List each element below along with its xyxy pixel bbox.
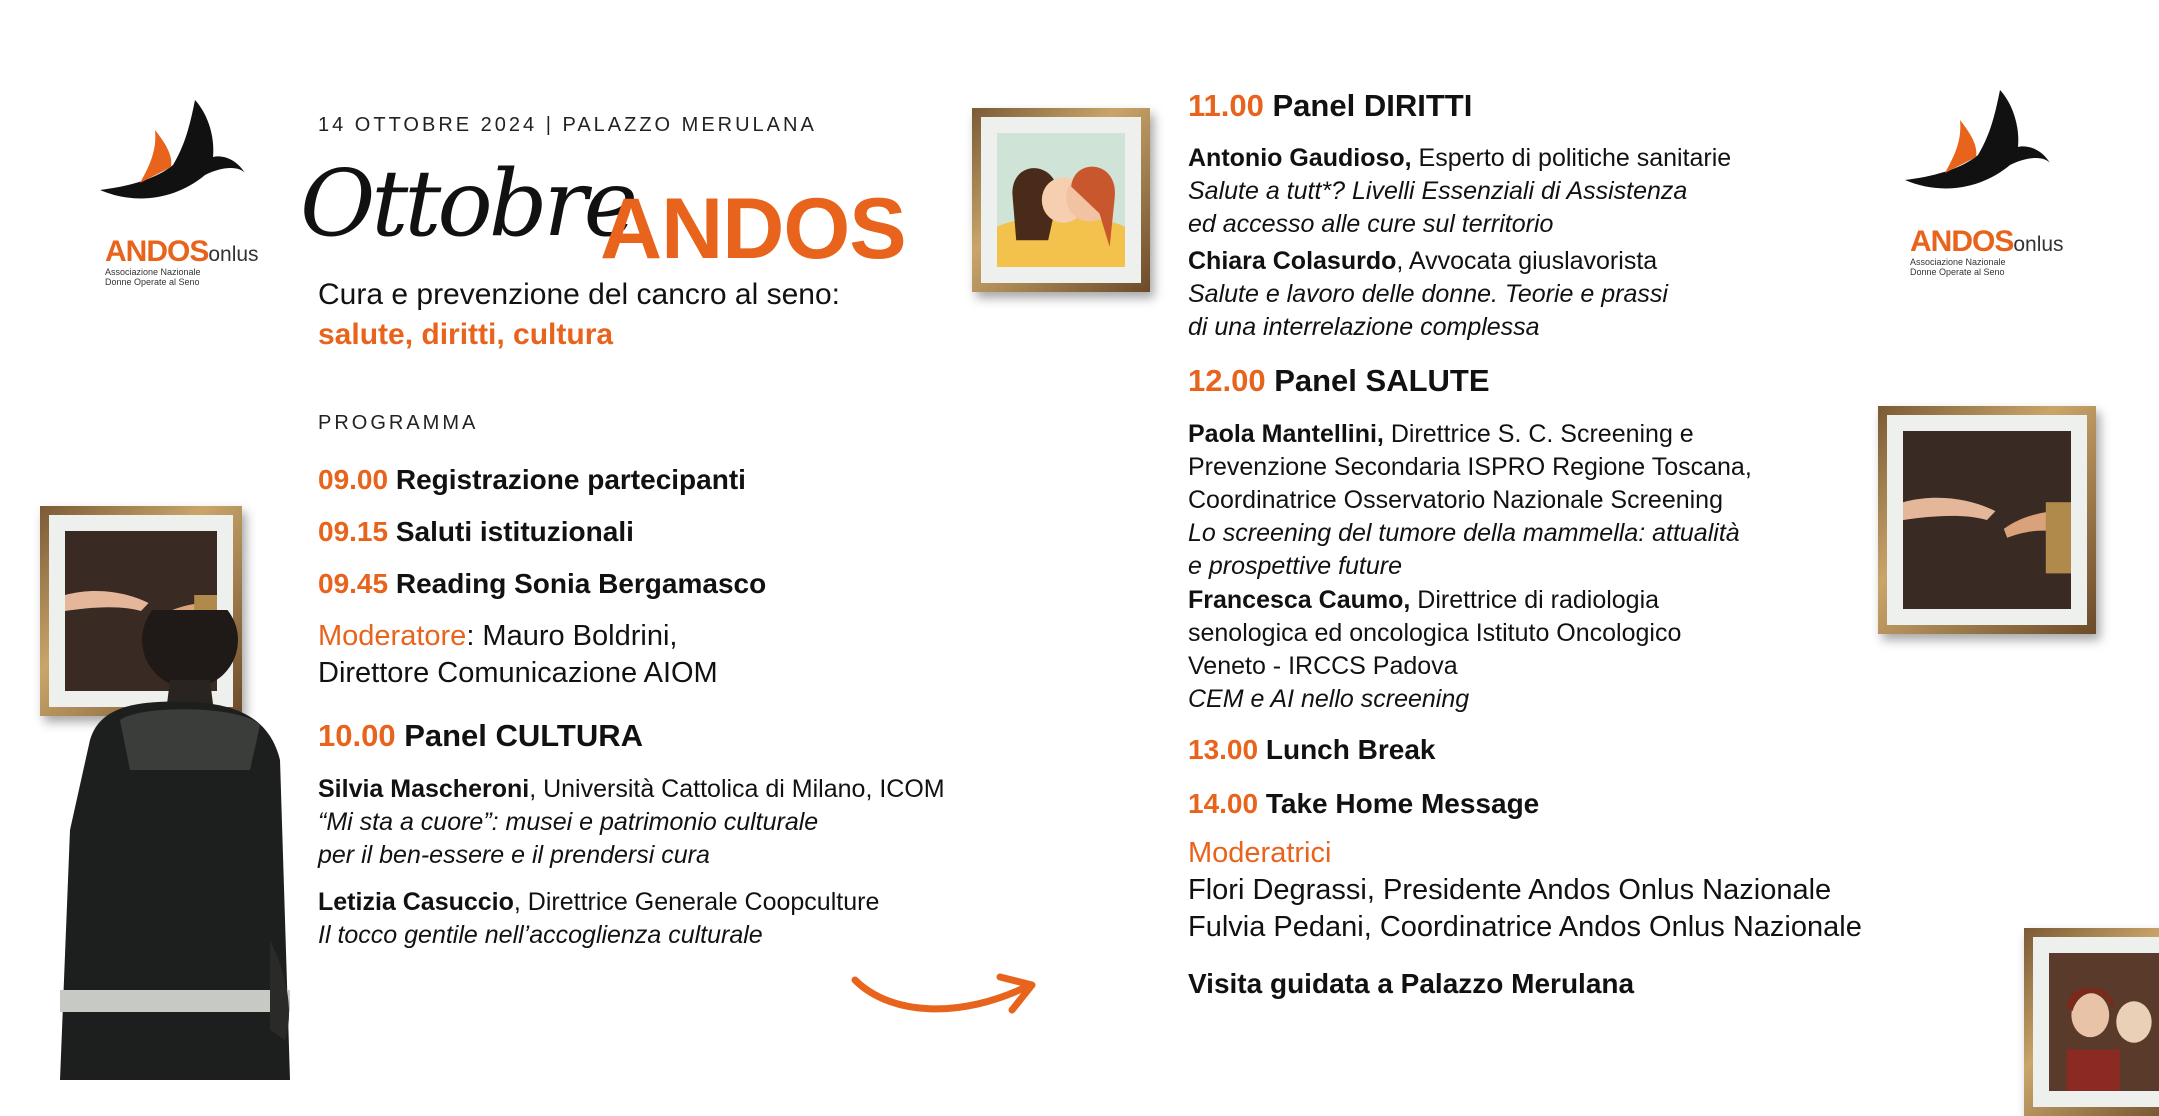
title-script: Ottobre [300, 150, 635, 257]
logo-subtitle: Associazione Nazionale Donne Operate al Seno [105, 267, 201, 287]
panel-cultura-heading: 10.00 Panel CULTURA [318, 718, 644, 753]
moderatrici-block: Moderatrici Flori Degrassi, Presidente Andos Onlus Nazionale Fulvia Pedani, Coordinatrice Andos Onlus Nazionale [1188, 837, 1862, 943]
speaker-block: Paola Mantellini, Direttrice S. C. Screening e Prevenzione Secondaria ISPRO Regione Toscana, Coordinatrice Osservatorio Nazionale Screening Lo screening del tumore della mammella: attualità e prospettive future [1188, 420, 1752, 580]
panel-diritti-heading: 11.00 Panel DIRITTI [1188, 88, 1473, 123]
woman-viewer-figure [0, 610, 300, 1080]
swallow-icon [95, 95, 255, 225]
schedule-item: 09.00 Registrazione partecipanti [318, 464, 746, 495]
speaker-block: Antonio Gaudioso, Esperto di politiche sanitarie Salute a tutt*? Livelli Essenziali di Assistenza ed accesso alle cure sul territorio [1188, 144, 1732, 238]
speaker-block: Francesca Caumo, Direttrice di radiologia senologica ed oncologica Istituto Oncologico Veneto - IRCCS Padova CEM e AI nello screening [1188, 586, 1682, 713]
moderatore-block: Moderatore: Mauro Boldrini, Direttore Comunicazione AIOM [318, 620, 718, 689]
logo-wordmark: ANDOSonlus [105, 235, 259, 268]
event-date-venue: 14 OTTOBRE 2024 | PALAZZO MERULANA [318, 114, 817, 136]
schedule-item-lunch: 13.00 Lunch Break [1188, 734, 1436, 765]
programma-label: PROGRAMMA [318, 412, 479, 434]
title-andos: ANDOS [600, 181, 906, 277]
andos-logo-left [95, 95, 295, 285]
renaissance-painting [2049, 953, 2159, 1091]
framed-hands-picture-right [1878, 406, 2096, 634]
hands-painting [1903, 431, 2071, 609]
andos-logo-right [1900, 85, 2100, 275]
visita-guidata: Visita guidata a Palazzo Merulana [1188, 968, 1635, 999]
subtitle-line2: salute, diritti, cultura [318, 318, 614, 351]
schedule-item-take-home: 14.00 Take Home Message [1188, 788, 1540, 819]
arrow-right-icon [850, 965, 1040, 1025]
framed-renaissance-picture [2024, 928, 2159, 1116]
speaker-block: Letizia Casuccio, Direttrice Generale Coopculture Il tocco gentile nell’accoglienza culturale [318, 888, 880, 949]
speaker-block: Silvia Mascheroni, Università Cattolica di Milano, ICOM “Mi sta a cuore”: musei e patrimonio culturale per il ben-essere e il prendersi cura [318, 775, 945, 869]
logo-wordmark: ANDOSonlus [1910, 225, 2064, 258]
women-illustration [997, 133, 1125, 267]
subtitle-line1: Cura e prevenzione del cancro al seno: [318, 278, 840, 311]
panel-salute-heading: 12.00 Panel SALUTE [1188, 363, 1490, 398]
speaker-block: Chiara Colasurdo, Avvocata giuslavorista Salute e lavoro delle donne. Teorie e prassi di una interrelazione complessa [1188, 247, 1668, 341]
schedule-item: 09.15 Saluti istituzionali [318, 516, 634, 547]
framed-women-picture [972, 108, 1150, 292]
schedule-item: 09.45 Reading Sonia Bergamasco [318, 568, 767, 599]
swallow-icon [1900, 85, 2060, 215]
logo-subtitle: Associazione Nazionale Donne Operate al Seno [1910, 257, 2006, 277]
